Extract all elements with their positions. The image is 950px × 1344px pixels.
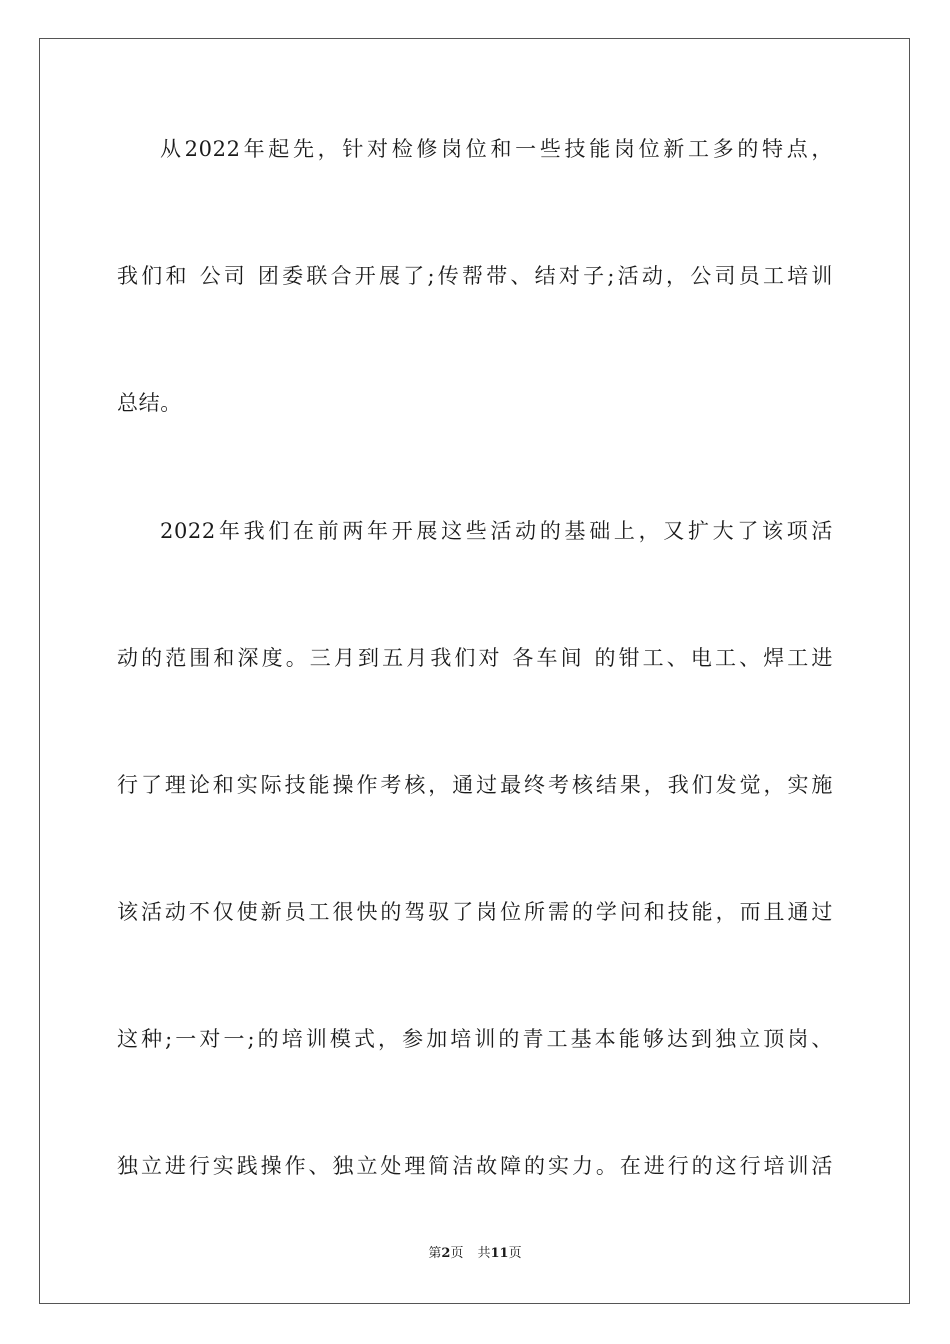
paragraph-2-line-3: 行了理论和实际技能操作考核，通过最终考核结果，我们发觉，实施 [117,773,833,797]
total-pages: 11 [490,1246,509,1261]
total-suffix: 页 [508,1246,522,1261]
page-number: 2 [441,1246,451,1261]
page-prefix: 第 [428,1246,442,1261]
paragraph-2-line-5: 这种;一对一;的培训模式，参加培训的青工基本能够达到独立顶岗、 [117,1027,833,1051]
page-suffix: 页 [450,1246,464,1261]
total-prefix: 共 [477,1246,491,1261]
paragraph-1-line-3: 总结。 [117,391,182,415]
page-footer [0,1245,950,1263]
paragraph-2-line-4: 该活动不仅使新员工很快的驾驭了岗位所需的学问和技能，而且通过 [117,900,833,924]
paragraph-2-line-6: 独立进行实践操作、独立处理简洁故障的实力。在进行的这行培训活 [117,1154,833,1178]
paragraph-1-line-1: 从2022年起先，针对检修岗位和一些技能岗位新工多的特点， [160,137,833,161]
paragraph-2-line-2: 动的范围和深度。三月到五月我们对 各车间 的钳工、电工、焊工进 [117,646,833,670]
paragraph-1-line-2: 我们和 公司 团委联合开展了;传帮带、结对子;活动，公司员工培训 [117,264,833,288]
paragraph-2-line-1: 2022年我们在前两年开展这些活动的基础上，又扩大了该项活 [160,519,833,543]
